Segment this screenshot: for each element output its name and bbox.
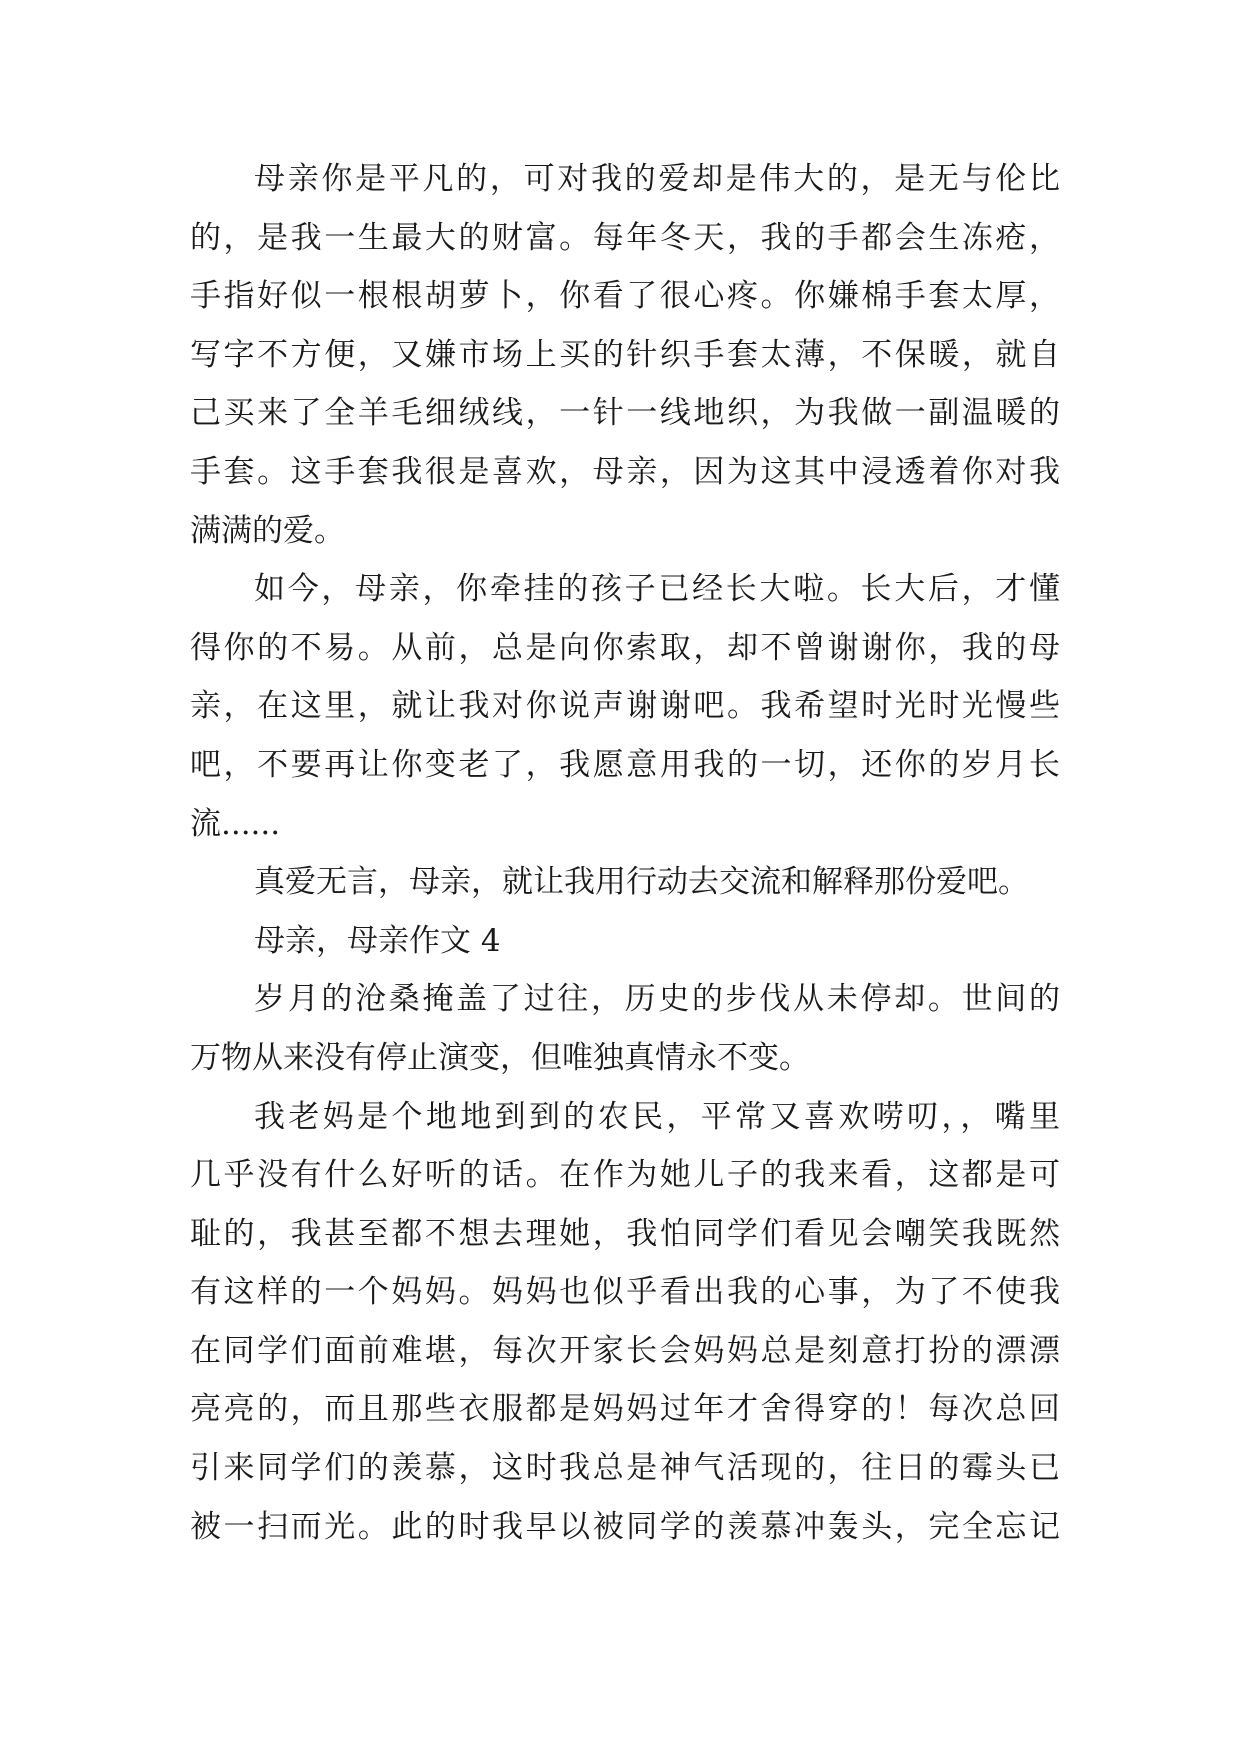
text-line: 母亲你是平凡的，可对我的爱却是伟大的，是无与伦比 <box>254 161 1060 197</box>
text-line: 亮亮的，而且那些衣服都是妈妈过年才舍得穿的！每次总回 <box>190 1391 1060 1428</box>
text-line: 岁月的沧桑掩盖了过往，历史的步伐从未停却。世间的 <box>254 981 1060 1018</box>
text-line: 引来同学们的羡慕，这时我总是神气活现的，往日的霉头已 <box>190 1450 1060 1487</box>
text-line: 得你的不易。从前，总是向你索取，却不曾谢谢你，我的母 <box>190 629 1060 666</box>
text-line: 母亲，母亲作文 4 <box>254 922 501 959</box>
text-line: 手套。这手套我很是喜欢，母亲，因为这其中浸透着你对我 <box>190 453 1060 490</box>
text-line: 耻的，我甚至都不想去理她，我怕同学们看见会嘲笑我既然 <box>190 1215 1060 1252</box>
text-line: 被一扫而光。此的时我早以被同学的羡慕冲轰头，完全忘记 <box>190 1508 1060 1545</box>
text-line: 我老妈是个地地到到的农民，平常又喜欢唠叨，，嘴里 <box>254 1098 1060 1135</box>
text-line: 写字不方便，又嫌市场上买的针织手套太薄，不保暖，就自 <box>190 336 1060 373</box>
text-line: 在同学们面前难堪，每次开家长会妈妈总是刻意打扮的漂漂 <box>190 1332 1060 1369</box>
text-line: 流...... <box>190 805 281 842</box>
text-line: 吧，不要再让你变老了，我愿意用我的一切，还你的岁月长 <box>190 746 1060 783</box>
text-line: 的，是我一生最大的财富。每年冬天，我的手都会生冻疮， <box>190 219 1060 256</box>
text-line: 万物从来没有停止演变，但唯独真情永不变。 <box>190 1039 810 1076</box>
document-page <box>190 150 1060 1556</box>
text-line: 几乎没有什么好听的话。在作为她儿子的我来看，这都是可 <box>190 1157 1060 1194</box>
text-line: 如今，母亲，你牵挂的孩子已经长大啦。长大后，才懂 <box>254 571 1060 608</box>
text-line: 亲，在这里，就让我对你说声谢谢吧。我希望时光时光慢些 <box>190 688 1060 725</box>
text-line: 有这样的一个妈妈。妈妈也似乎看出我的心事，为了不使我 <box>190 1274 1060 1311</box>
text-line: 真爱无言，母亲，就让我用行动去交流和解释那份爱吧。 <box>254 864 1029 901</box>
text-line: 满满的爱。 <box>190 512 345 549</box>
text-line: 己买来了全羊毛细绒线，一针一线地织，为我做一副温暖的 <box>190 395 1060 432</box>
text-line: 手指好似一根根胡萝卜，你看了很心疼。你嫌棉手套太厚， <box>190 278 1060 315</box>
